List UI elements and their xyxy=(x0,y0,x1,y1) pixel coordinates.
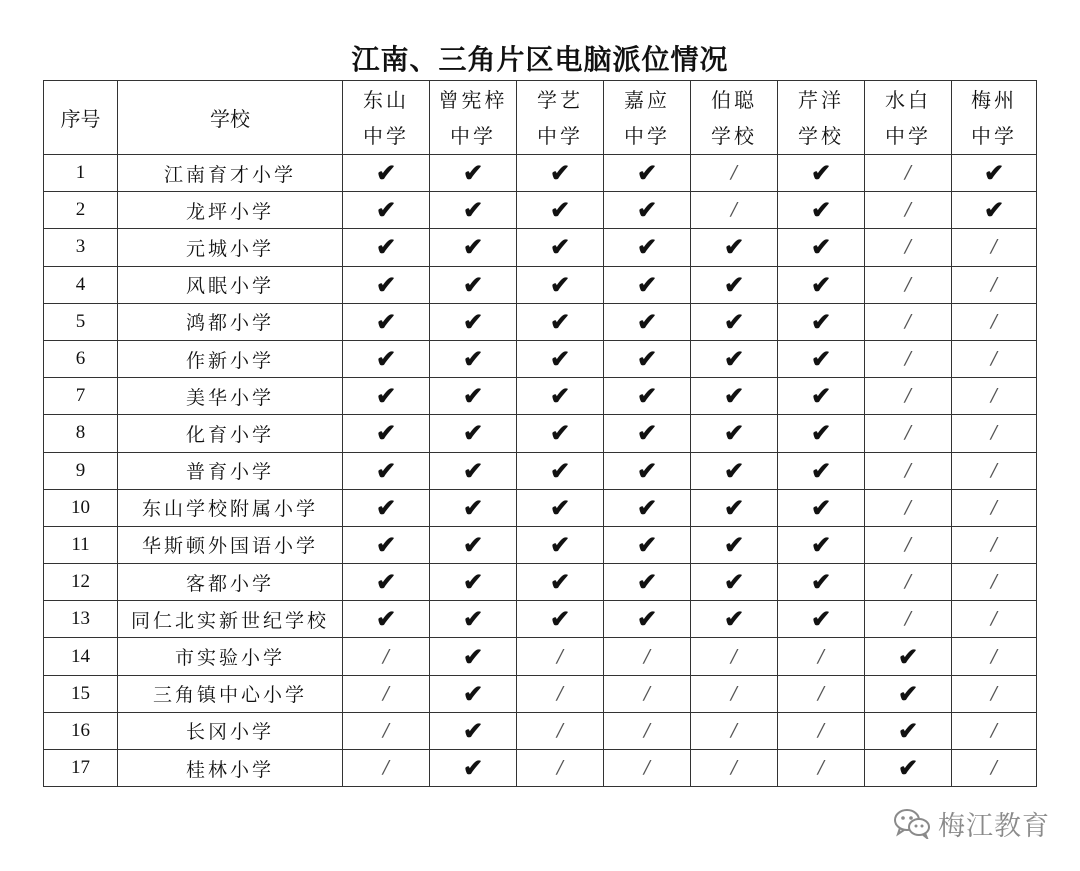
school-name: 风眠小学 xyxy=(118,266,343,303)
header-index: 序号 xyxy=(44,81,118,155)
slash-mark: / xyxy=(952,526,1037,563)
header-column-line: 曾宪梓 xyxy=(438,87,508,112)
check-icon: ✔ xyxy=(604,378,691,415)
header-column-line: 伯聪 xyxy=(711,87,757,112)
school-name: 同仁北实新世纪学校 xyxy=(118,601,343,638)
check-icon: ✔ xyxy=(865,638,952,675)
table-row xyxy=(44,712,1037,749)
check-icon: ✔ xyxy=(517,303,604,340)
slash-mark: / xyxy=(865,266,952,303)
header-column xyxy=(952,81,1037,155)
check-icon: ✔ xyxy=(691,489,778,526)
header-column-line: 学艺 xyxy=(537,87,583,112)
school-name: 元城小学 xyxy=(118,229,343,266)
check-icon: ✔ xyxy=(952,155,1037,192)
check-icon: ✔ xyxy=(343,601,430,638)
watermark-text: 梅江教育 xyxy=(938,810,1050,842)
table-row xyxy=(44,303,1037,340)
check-icon: ✔ xyxy=(430,378,517,415)
header-column-line: 学校 xyxy=(798,123,844,148)
row-number: 14 xyxy=(44,638,118,675)
check-icon: ✔ xyxy=(430,489,517,526)
check-icon: ✔ xyxy=(865,675,952,712)
check-icon: ✔ xyxy=(691,452,778,489)
row-number: 17 xyxy=(44,750,118,787)
school-name: 龙坪小学 xyxy=(118,192,343,229)
school-name: 东山学校附属小学 xyxy=(118,489,343,526)
table-row xyxy=(44,192,1037,229)
row-number: 9 xyxy=(44,452,118,489)
slash-mark: / xyxy=(865,601,952,638)
table-row xyxy=(44,601,1037,638)
check-icon: ✔ xyxy=(604,526,691,563)
slash-mark: / xyxy=(865,489,952,526)
school-name: 鸿都小学 xyxy=(118,303,343,340)
check-icon: ✔ xyxy=(343,378,430,415)
check-icon: ✔ xyxy=(691,415,778,452)
check-icon: ✔ xyxy=(517,601,604,638)
header-column-line: 中学 xyxy=(885,123,931,148)
check-icon: ✔ xyxy=(343,415,430,452)
check-icon: ✔ xyxy=(517,564,604,601)
header-column xyxy=(343,81,430,155)
slash-mark: / xyxy=(604,750,691,787)
slash-mark: / xyxy=(517,675,604,712)
check-icon: ✔ xyxy=(604,452,691,489)
header-column-line: 中学 xyxy=(450,123,496,148)
slash-mark: / xyxy=(604,675,691,712)
header-school: 学校 xyxy=(118,81,343,155)
check-icon: ✔ xyxy=(604,340,691,377)
slash-mark: / xyxy=(952,489,1037,526)
slash-mark: / xyxy=(865,155,952,192)
check-icon: ✔ xyxy=(517,192,604,229)
row-number: 7 xyxy=(44,378,118,415)
check-icon: ✔ xyxy=(952,192,1037,229)
row-number: 3 xyxy=(44,229,118,266)
table-row xyxy=(44,415,1037,452)
check-icon: ✔ xyxy=(691,526,778,563)
slash-mark: / xyxy=(343,712,430,749)
check-icon: ✔ xyxy=(343,229,430,266)
page-title: 江南、三角片区电脑派位情况 xyxy=(351,43,729,76)
slash-mark: / xyxy=(343,750,430,787)
header-column xyxy=(604,81,691,155)
check-icon: ✔ xyxy=(430,452,517,489)
table-row xyxy=(44,750,1037,787)
check-icon: ✔ xyxy=(430,229,517,266)
check-icon: ✔ xyxy=(343,192,430,229)
school-name: 作新小学 xyxy=(118,340,343,377)
row-number: 2 xyxy=(44,192,118,229)
slash-mark: / xyxy=(691,638,778,675)
check-icon: ✔ xyxy=(778,155,865,192)
slash-mark: / xyxy=(952,638,1037,675)
check-icon: ✔ xyxy=(343,452,430,489)
slash-mark: / xyxy=(778,638,865,675)
check-icon: ✔ xyxy=(343,155,430,192)
check-icon: ✔ xyxy=(778,452,865,489)
check-icon: ✔ xyxy=(430,340,517,377)
table-row xyxy=(44,452,1037,489)
row-number: 5 xyxy=(44,303,118,340)
row-number: 13 xyxy=(44,601,118,638)
slash-mark: / xyxy=(691,750,778,787)
table-row xyxy=(44,564,1037,601)
check-icon: ✔ xyxy=(604,266,691,303)
header-column-line: 东山 xyxy=(363,87,409,112)
check-icon: ✔ xyxy=(517,378,604,415)
check-icon: ✔ xyxy=(604,601,691,638)
check-icon: ✔ xyxy=(343,526,430,563)
check-icon: ✔ xyxy=(517,415,604,452)
school-name: 三角镇中心小学 xyxy=(118,675,343,712)
check-icon: ✔ xyxy=(691,564,778,601)
check-icon: ✔ xyxy=(604,229,691,266)
row-number: 16 xyxy=(44,712,118,749)
check-icon: ✔ xyxy=(691,229,778,266)
check-icon: ✔ xyxy=(517,526,604,563)
watermark xyxy=(892,805,1050,841)
check-icon: ✔ xyxy=(517,452,604,489)
check-icon: ✔ xyxy=(778,378,865,415)
header-column-line: 中学 xyxy=(363,123,409,148)
slash-mark: / xyxy=(691,192,778,229)
slash-mark: / xyxy=(952,340,1037,377)
slash-mark: / xyxy=(865,303,952,340)
slash-mark: / xyxy=(865,452,952,489)
slash-mark: / xyxy=(691,712,778,749)
check-icon: ✔ xyxy=(778,601,865,638)
check-icon: ✔ xyxy=(691,303,778,340)
check-icon: ✔ xyxy=(604,415,691,452)
table-row xyxy=(44,526,1037,563)
check-icon: ✔ xyxy=(691,378,778,415)
header-column xyxy=(865,81,952,155)
check-icon: ✔ xyxy=(430,266,517,303)
school-name: 桂林小学 xyxy=(118,750,343,787)
slash-mark: / xyxy=(952,712,1037,749)
check-icon: ✔ xyxy=(778,266,865,303)
slash-mark: / xyxy=(952,303,1037,340)
row-number: 6 xyxy=(44,340,118,377)
header-column-line: 水白 xyxy=(885,87,931,112)
slash-mark: / xyxy=(952,750,1037,787)
slash-mark: / xyxy=(343,638,430,675)
check-icon: ✔ xyxy=(517,155,604,192)
school-name: 普育小学 xyxy=(118,452,343,489)
check-icon: ✔ xyxy=(343,340,430,377)
school-name: 美华小学 xyxy=(118,378,343,415)
table-row xyxy=(44,340,1037,377)
slash-mark: / xyxy=(952,452,1037,489)
slash-mark: / xyxy=(778,675,865,712)
slash-mark: / xyxy=(691,675,778,712)
table-row xyxy=(44,378,1037,415)
header-row xyxy=(44,81,1037,155)
header-column-line: 中学 xyxy=(537,123,583,148)
check-icon: ✔ xyxy=(778,340,865,377)
row-number: 4 xyxy=(44,266,118,303)
check-icon: ✔ xyxy=(430,638,517,675)
check-icon: ✔ xyxy=(430,712,517,749)
slash-mark: / xyxy=(865,526,952,563)
slash-mark: / xyxy=(952,266,1037,303)
check-icon: ✔ xyxy=(778,489,865,526)
check-icon: ✔ xyxy=(517,340,604,377)
check-icon: ✔ xyxy=(865,750,952,787)
check-icon: ✔ xyxy=(430,750,517,787)
row-number: 10 xyxy=(44,489,118,526)
school-name: 市实验小学 xyxy=(118,638,343,675)
check-icon: ✔ xyxy=(517,489,604,526)
slash-mark: / xyxy=(778,712,865,749)
table-row xyxy=(44,675,1037,712)
row-number: 12 xyxy=(44,564,118,601)
check-icon: ✔ xyxy=(865,712,952,749)
slash-mark: / xyxy=(952,601,1037,638)
check-icon: ✔ xyxy=(691,340,778,377)
header-column xyxy=(691,81,778,155)
slash-mark: / xyxy=(952,229,1037,266)
slash-mark: / xyxy=(865,229,952,266)
check-icon: ✔ xyxy=(778,415,865,452)
slash-mark: / xyxy=(952,675,1037,712)
check-icon: ✔ xyxy=(343,564,430,601)
check-icon: ✔ xyxy=(604,155,691,192)
wechat-icon xyxy=(892,807,932,839)
table-row xyxy=(44,229,1037,266)
check-icon: ✔ xyxy=(517,229,604,266)
check-icon: ✔ xyxy=(778,303,865,340)
check-icon: ✔ xyxy=(691,601,778,638)
slash-mark: / xyxy=(952,378,1037,415)
slash-mark: / xyxy=(952,564,1037,601)
slash-mark: / xyxy=(517,750,604,787)
school-name: 客都小学 xyxy=(118,564,343,601)
header-column xyxy=(430,81,517,155)
check-icon: ✔ xyxy=(430,415,517,452)
header-column-line: 芹洋 xyxy=(798,87,844,112)
check-icon: ✔ xyxy=(343,489,430,526)
header-column-line: 中学 xyxy=(971,123,1017,148)
slash-mark: / xyxy=(604,638,691,675)
header-column-line: 嘉应 xyxy=(624,87,670,112)
slash-mark: / xyxy=(343,675,430,712)
check-icon: ✔ xyxy=(604,489,691,526)
school-name: 华斯顿外国语小学 xyxy=(118,526,343,563)
slash-mark: / xyxy=(778,750,865,787)
school-name: 长冈小学 xyxy=(118,712,343,749)
row-number: 11 xyxy=(44,526,118,563)
school-name: 化育小学 xyxy=(118,415,343,452)
header-column-line: 中学 xyxy=(624,123,670,148)
slash-mark: / xyxy=(517,712,604,749)
check-icon: ✔ xyxy=(430,303,517,340)
slash-mark: / xyxy=(865,340,952,377)
slash-mark: / xyxy=(952,415,1037,452)
slash-mark: / xyxy=(865,415,952,452)
table-row xyxy=(44,489,1037,526)
table-row xyxy=(44,266,1037,303)
check-icon: ✔ xyxy=(430,192,517,229)
check-icon: ✔ xyxy=(517,266,604,303)
check-icon: ✔ xyxy=(343,303,430,340)
check-icon: ✔ xyxy=(778,229,865,266)
slash-mark: / xyxy=(691,155,778,192)
check-icon: ✔ xyxy=(430,155,517,192)
table-row xyxy=(44,155,1037,192)
slash-mark: / xyxy=(865,378,952,415)
row-number: 1 xyxy=(44,155,118,192)
check-icon: ✔ xyxy=(430,601,517,638)
slash-mark: / xyxy=(604,712,691,749)
header-column xyxy=(778,81,865,155)
check-icon: ✔ xyxy=(604,303,691,340)
check-icon: ✔ xyxy=(430,526,517,563)
check-icon: ✔ xyxy=(604,192,691,229)
check-icon: ✔ xyxy=(343,266,430,303)
slash-mark: / xyxy=(517,638,604,675)
header-column-line: 学校 xyxy=(711,123,757,148)
check-icon: ✔ xyxy=(430,675,517,712)
check-icon: ✔ xyxy=(604,564,691,601)
check-icon: ✔ xyxy=(778,564,865,601)
table-row xyxy=(44,638,1037,675)
allocation-table xyxy=(43,80,1037,787)
school-name: 江南育才小学 xyxy=(118,155,343,192)
row-number: 8 xyxy=(44,415,118,452)
check-icon: ✔ xyxy=(691,266,778,303)
check-icon: ✔ xyxy=(778,192,865,229)
header-column xyxy=(517,81,604,155)
row-number: 15 xyxy=(44,675,118,712)
check-icon: ✔ xyxy=(430,564,517,601)
slash-mark: / xyxy=(865,192,952,229)
header-column-line: 梅州 xyxy=(971,87,1017,112)
check-icon: ✔ xyxy=(778,526,865,563)
slash-mark: / xyxy=(865,564,952,601)
